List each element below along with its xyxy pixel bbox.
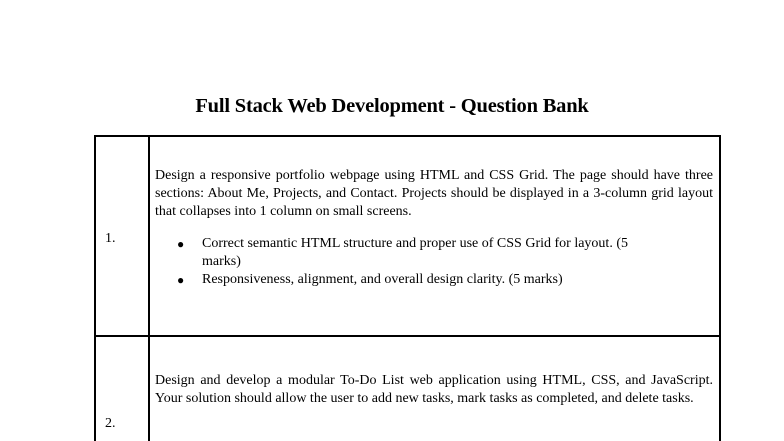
question-number: 1. bbox=[105, 231, 116, 246]
question-number: 2. bbox=[105, 416, 116, 431]
question-row bbox=[95, 336, 720, 441]
question-text: Design a responsive portfolio webpage using HTML and CSS Grid. The page should have three sections: About Me, Projects, and Contact. Projects should be displayed in a 3-column grid layout that collapses into 1 column on small screens. bbox=[155, 168, 713, 219]
marking-criteria-list bbox=[150, 235, 719, 289]
question-row bbox=[95, 136, 720, 336]
question-table bbox=[94, 135, 721, 441]
question-number-cell bbox=[95, 136, 149, 336]
question-content-cell bbox=[149, 136, 720, 336]
question-content-cell bbox=[149, 336, 720, 441]
criteria-text: Correct semantic HTML structure and proper use of CSS Grid for layout. (5 marks) bbox=[202, 236, 628, 269]
bullet-icon: ● bbox=[177, 237, 185, 251]
bullet-icon: ● bbox=[177, 273, 185, 287]
page-title: Full Stack Web Development - Question Bank bbox=[195, 95, 589, 117]
question-number-cell bbox=[95, 336, 149, 441]
question-text: Design and develop a modular To-Do List web application using HTML, CSS, and JavaScript. Your solution should allow the user to add new tasks, mark tasks as completed, and delete tasks. bbox=[155, 373, 713, 406]
criteria-item bbox=[150, 235, 719, 271]
criteria-item bbox=[150, 271, 719, 289]
criteria-text: Responsiveness, alignment, and overall design clarity. (5 marks) bbox=[202, 272, 563, 287]
